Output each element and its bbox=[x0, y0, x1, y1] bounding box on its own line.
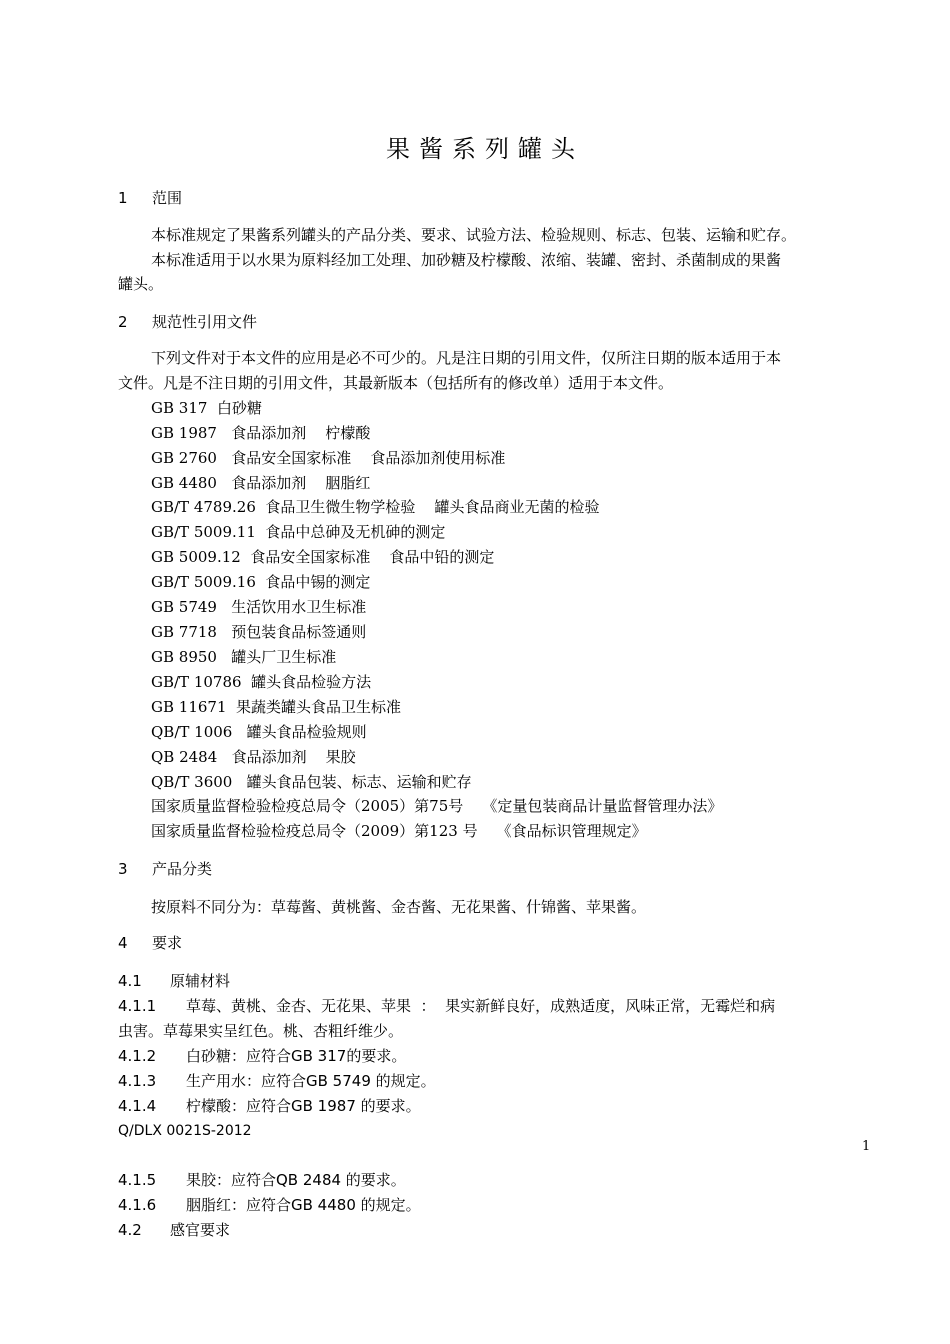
reference-item: GB 1987 食品添加剂 柠檬酸 bbox=[151, 424, 371, 442]
clause-text: 白砂糖：应符合GB 317的要求。 bbox=[186, 1047, 407, 1065]
section-title: 产品分类 bbox=[152, 860, 213, 878]
clause-continuation: 虫害。草莓果实呈红色。桃、杏粗纤维少。 bbox=[118, 1022, 404, 1040]
reference-item: 国家质量监督检验检疫总局令（2005）第75号 《定量包装商品计量监督管理办法》 bbox=[151, 797, 723, 815]
section-number: 1 bbox=[118, 189, 128, 207]
reference-item: GB 4480 食品添加剂 胭脂红 bbox=[151, 474, 371, 492]
section-2-heading bbox=[118, 315, 257, 330]
page-number: 1 bbox=[862, 1139, 871, 1154]
paragraph: 下列文件对于本文件的应用是必不可少的。凡是注日期的引用文件，仅所注日期的版本适用于本 bbox=[151, 349, 782, 367]
section-1-heading bbox=[118, 191, 182, 206]
document-title: 果酱系列罐头 bbox=[386, 135, 584, 163]
section-number: 3 bbox=[118, 860, 128, 878]
clause-4-1-6 bbox=[118, 1198, 421, 1213]
paragraph: 本标准规定了果酱系列罐头的产品分类、要求、试验方法、检验规则、标志、包装、运输和贮存。 bbox=[151, 226, 797, 244]
reference-item: GB 317 白砂糖 bbox=[151, 399, 262, 417]
reference-item: GB 11671 果蔬类罐头食品卫生标准 bbox=[151, 698, 402, 716]
clause-text: 草莓、黄桃、金杏、无花果、苹果 ： 果实新鲜良好，成熟适度，风味正常，无霉烂和病 bbox=[186, 997, 776, 1015]
reference-item: QB/T 1006 罐头食品检验规则 bbox=[151, 723, 367, 741]
clause-number: 4.1.6 bbox=[118, 1196, 157, 1214]
subsection-4-1-heading bbox=[118, 974, 230, 989]
paragraph: 按原料不同分为：草莓酱、黄桃酱、金杏酱、无花果酱、什锦酱、苹果酱。 bbox=[151, 898, 647, 916]
section-3-heading bbox=[118, 862, 212, 877]
reference-item: QB/T 3600 罐头食品包装、标志、运输和贮存 bbox=[151, 773, 472, 791]
standard-code: Q/DLX 0021S-2012 bbox=[118, 1123, 252, 1139]
clause-number: 4.1.1 bbox=[118, 997, 157, 1015]
clause-4-1-4 bbox=[118, 1099, 421, 1114]
section-title: 范围 bbox=[152, 189, 183, 207]
clause-text: 生产用水：应符合GB 5749 的规定。 bbox=[186, 1072, 436, 1090]
section-number: 2 bbox=[118, 313, 128, 331]
subsection-title: 原辅材料 bbox=[170, 972, 231, 990]
clause-number: 4.1.3 bbox=[118, 1072, 157, 1090]
paragraph: 文件。凡是不注日期的引用文件，其最新版本（包括所有的修改单）适用于本文件。 bbox=[118, 374, 674, 392]
clause-4-1-2 bbox=[118, 1049, 406, 1064]
clause-text: 柠檬酸：应符合GB 1987 的要求。 bbox=[186, 1097, 421, 1115]
reference-item: GB/T 10786 罐头食品检验方法 bbox=[151, 673, 372, 691]
clause-text: 胭脂红：应符合GB 4480 的规定。 bbox=[186, 1196, 421, 1214]
reference-item: GB 5749 生活饮用水卫生标准 bbox=[151, 598, 367, 616]
reference-item: GB 8950 罐头厂卫生标准 bbox=[151, 648, 337, 666]
clause-number: 4.1.4 bbox=[118, 1097, 157, 1115]
section-4-heading bbox=[118, 936, 182, 951]
subsection-number: 4.2 bbox=[118, 1221, 142, 1239]
reference-item: QB 2484 食品添加剂 果胶 bbox=[151, 748, 356, 766]
clause-text: 果胶：应符合QB 2484 的要求。 bbox=[186, 1171, 406, 1189]
clause-4-1-1 bbox=[118, 999, 775, 1014]
clause-4-1-5 bbox=[118, 1173, 406, 1188]
section-title: 要求 bbox=[152, 934, 183, 952]
reference-item: GB/T 5009.11 食品中总砷及无机砷的测定 bbox=[151, 523, 446, 541]
section-title: 规范性引用文件 bbox=[152, 313, 258, 331]
reference-item: GB 2760 食品安全国家标准 食品添加剂使用标准 bbox=[151, 449, 506, 467]
section-number: 4 bbox=[118, 934, 128, 952]
reference-item: GB/T 5009.16 食品中锡的测定 bbox=[151, 573, 371, 591]
reference-item: GB 7718 预包装食品标签通则 bbox=[151, 623, 367, 641]
reference-item: GB 5009.12 食品安全国家标准 食品中铅的测定 bbox=[151, 548, 495, 566]
reference-item: 国家质量监督检验检疫总局令（2009）第123 号 《食品标识管理规定》 bbox=[151, 822, 647, 840]
clause-4-1-3 bbox=[118, 1074, 436, 1089]
subsection-title: 感官要求 bbox=[170, 1221, 231, 1239]
reference-item: GB/T 4789.26 食品卫生微生物学检验 罐头食品商业无菌的检验 bbox=[151, 498, 600, 516]
clause-number: 4.1.2 bbox=[118, 1047, 157, 1065]
paragraph: 本标准适用于以水果为原料经加工处理、加砂糖及柠檬酸、浓缩、装罐、密封、杀菌制成的果酱 bbox=[151, 251, 782, 269]
paragraph: 罐头。 bbox=[118, 275, 164, 293]
clause-number: 4.1.5 bbox=[118, 1171, 157, 1189]
subsection-number: 4.1 bbox=[118, 972, 142, 990]
subsection-4-2-heading bbox=[118, 1223, 230, 1238]
